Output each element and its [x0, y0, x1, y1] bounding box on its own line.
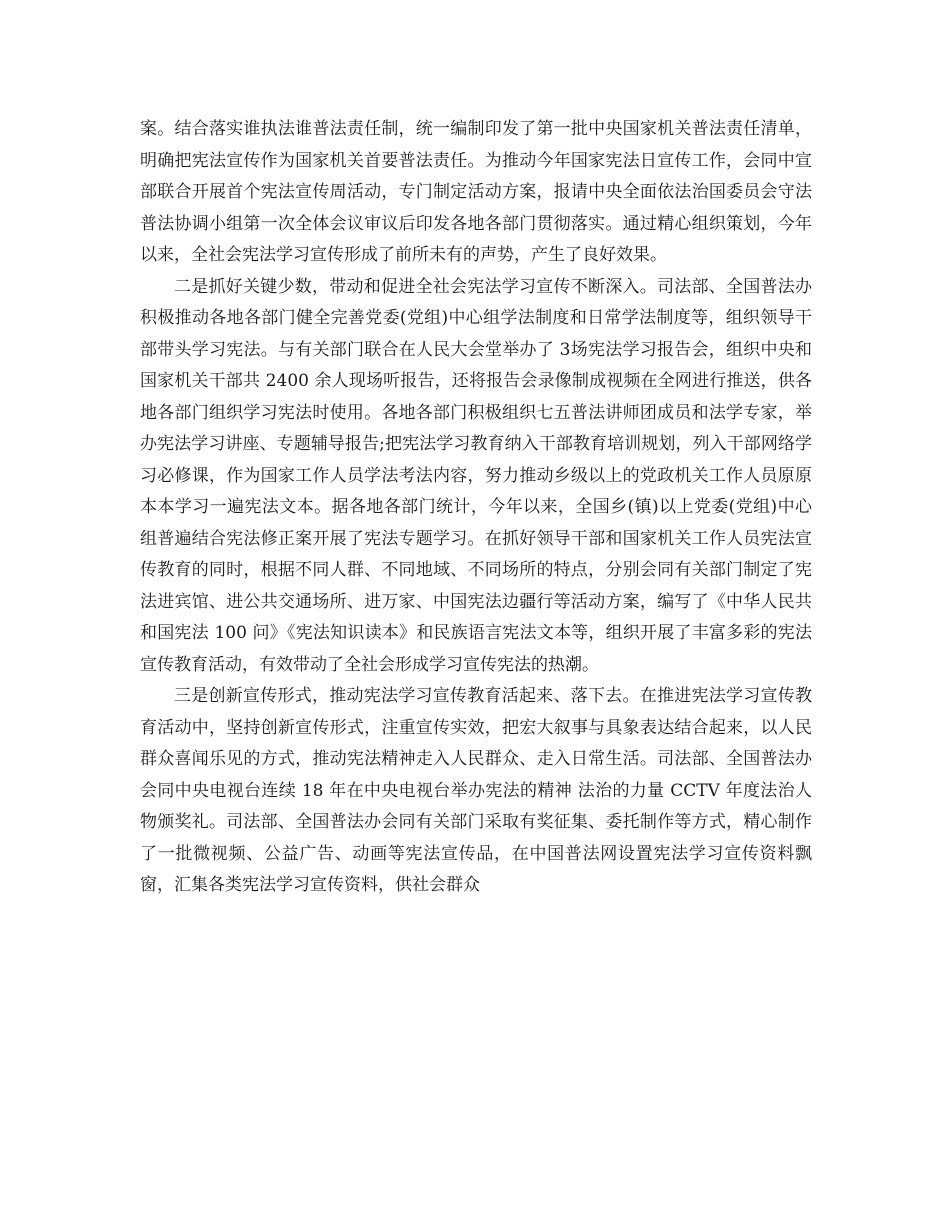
- paragraph-continued: 案。结合落实谁执法谁普法责任制，统一编制印发了第一批中央国家机关普法责任清单，明确把宪法宣传作为国家机关首要普法责任。为推动今年国家宪法日宣传工作，会同中宣部联合开展首个宪法宣传周活动，专门制定活动方案，报请中央全面依法治国委员会守法普法协调小组第一次全体会议审议后印发各地各部门贯彻落实。通过精心组织策划，今年以来，全社会宪法学习宣传形成了前所未有的声势，产生了良好效果。: [140, 119, 812, 265]
- paragraph-innovation: 三是创新宣传形式，推动宪法学习宣传教育活起来、落下去。在推进宪法学习宣传教育活动中，坚持创新宣传形式，注重宣传实效，把宏大叙事与具象表达结合起来，以人民群众喜闻乐见的方式，推动宪法精神走入人民群众、走入日常生活。司法部、全国普法办会同中央电视台连续 18 年在中央电视台举办宪法的精神 法治的力量 CCTV 年度法治人物颁奖礼。司法部、全国普法办会同有关部门采取有奖征集、委托制作等方式，精心制作了一批微视频、公益广告、动画等宪法宣传品，在中国普法网设置宪法学习宣传资料飘窗，汇集各类宪法学习宣传资料，供社会群众: [140, 686, 812, 895]
- paragraph-key-minority: 二是抓好关键少数，带动和促进全社会宪法学习宣传不断深入。司法部、全国普法办积极推动各地各部门健全完善党委(党组)中心组学法制度和日常学法制度等，组织领导干部带头学习宪法。与有关部门联合在人民大会堂举办了 3场宪法学习报告会，组织中央和国家机关干部共 2400 余人现场听报告，还将报告会录像制成视频在全网进行推送，供各地各部门组织学习宪法时使用。各地各部门积极组织七五普法讲师团成员和法学专家，举办宪法学习讲座、专题辅导报告;把宪法学习教育纳入干部教育培训规划，列入干部网络学习必修课，作为国家工作人员学法考法内容，努力推动乡级以上的党政机关工作人员原原本本学习一遍宪法文本。据各地各部门统计，今年以来，全国乡(镇)以上党委(党组)中心组普遍结合宪法修正案开展了宪法专题学习。在抓好领导干部和国家机关工作人员宪法宣传教育的同时，根据不同人群、不同地域、不同场所的特点，分别会同有关部门制定了宪法进宾馆、进公共交通场所、进万家、中国宪法边疆行等活动方案，编写了《中华人民共和国宪法 100 问》《宪法知识读本》和民族语言宪法文本等，组织开展了丰富多彩的宪法宣传教育活动，有效带动了全社会形成学习宣传宪法的热潮。: [140, 276, 812, 675]
- document-body: [140, 114, 812, 902]
